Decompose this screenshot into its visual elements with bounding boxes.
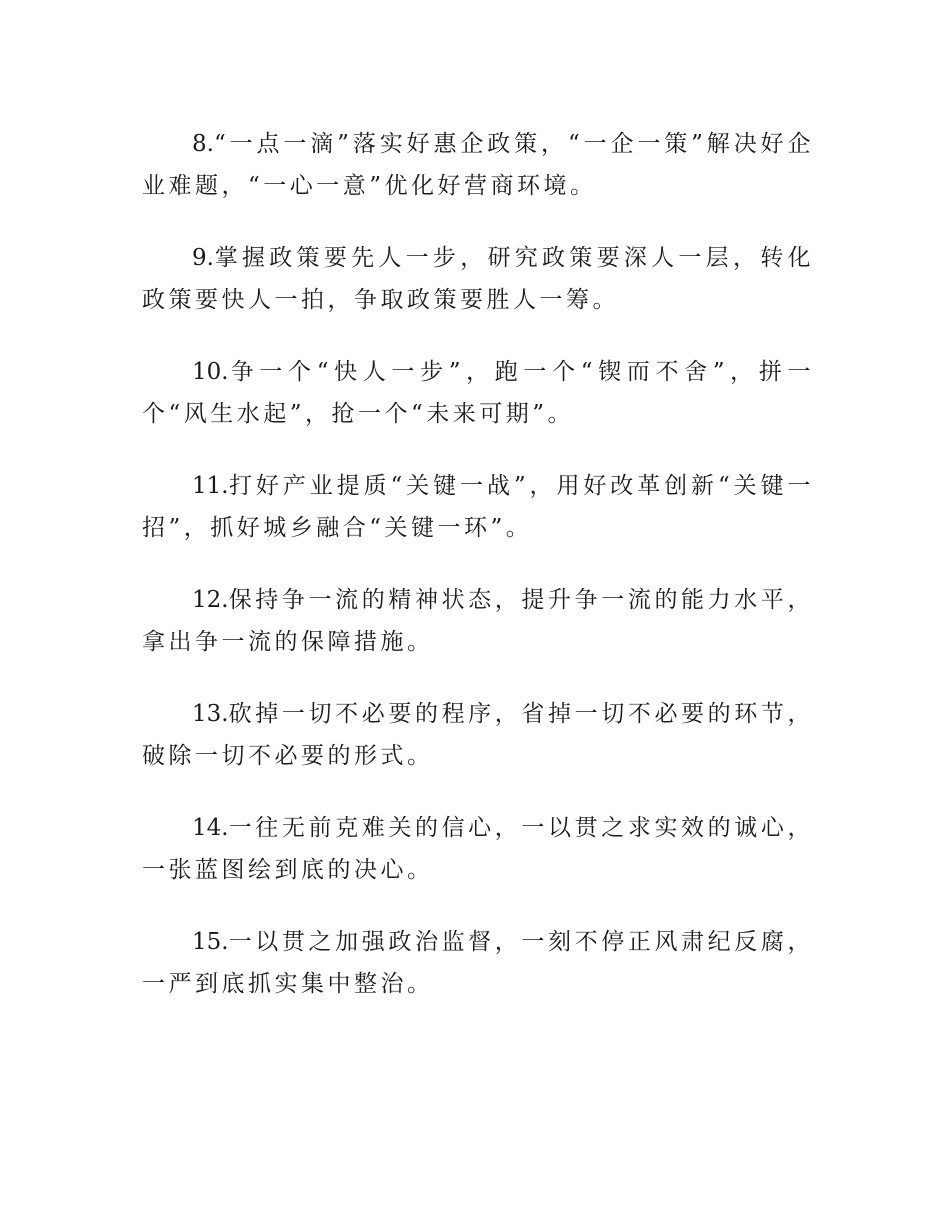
- paragraph-text: 保持争一流的精神状态，提升争一流的能力水平，拿出争一流的保障措施。: [142, 587, 814, 655]
- paragraph-number: 8.: [192, 131, 214, 157]
- paragraph-8: [142, 123, 814, 207]
- paragraph-text: 争一个“快人一步”，跑一个“锲而不舍”，拼一个“风生水起”，抢一个“未来可期”。: [142, 359, 814, 427]
- paragraph-text: 砍掉一切不必要的程序，省掉一切不必要的环节，破除一切不必要的形式。: [142, 701, 814, 769]
- paragraph-14: [142, 807, 814, 891]
- paragraph-text: 一以贯之加强政治监督，一刻不停正风肃纪反腐，一严到底抓实集中整治。: [142, 929, 814, 997]
- paragraph-10: [142, 351, 814, 435]
- paragraph-text: “一点一滴”落实好惠企政策，“一企一策”解决好企业难题，“一心一意”优化好营商环境。: [142, 131, 814, 199]
- document-body: [142, 123, 814, 1035]
- paragraph-number: 13.: [192, 701, 229, 727]
- paragraph-11: [142, 465, 814, 549]
- paragraph-text: 掌握政策要先人一步，研究政策要深人一层，转化政策要快人一拍，争取政策要胜人一筹。: [142, 245, 814, 313]
- paragraph-12: [142, 579, 814, 663]
- paragraph-number: 11.: [192, 473, 229, 499]
- paragraph-15: [142, 921, 814, 1005]
- paragraph-9: [142, 237, 814, 321]
- paragraph-text: 打好产业提质“关键一战”，用好改革创新“关键一招”，抓好城乡融合“关键一环”。: [142, 473, 814, 541]
- paragraph-number: 15.: [192, 929, 229, 955]
- paragraph-number: 12.: [192, 587, 229, 613]
- paragraph-number: 14.: [192, 815, 229, 841]
- paragraph-number: 9.: [192, 245, 214, 271]
- paragraph-13: [142, 693, 814, 777]
- paragraph-number: 10.: [192, 359, 229, 385]
- paragraph-text: 一往无前克难关的信心，一以贯之求实效的诚心，一张蓝图绘到底的决心。: [142, 815, 814, 883]
